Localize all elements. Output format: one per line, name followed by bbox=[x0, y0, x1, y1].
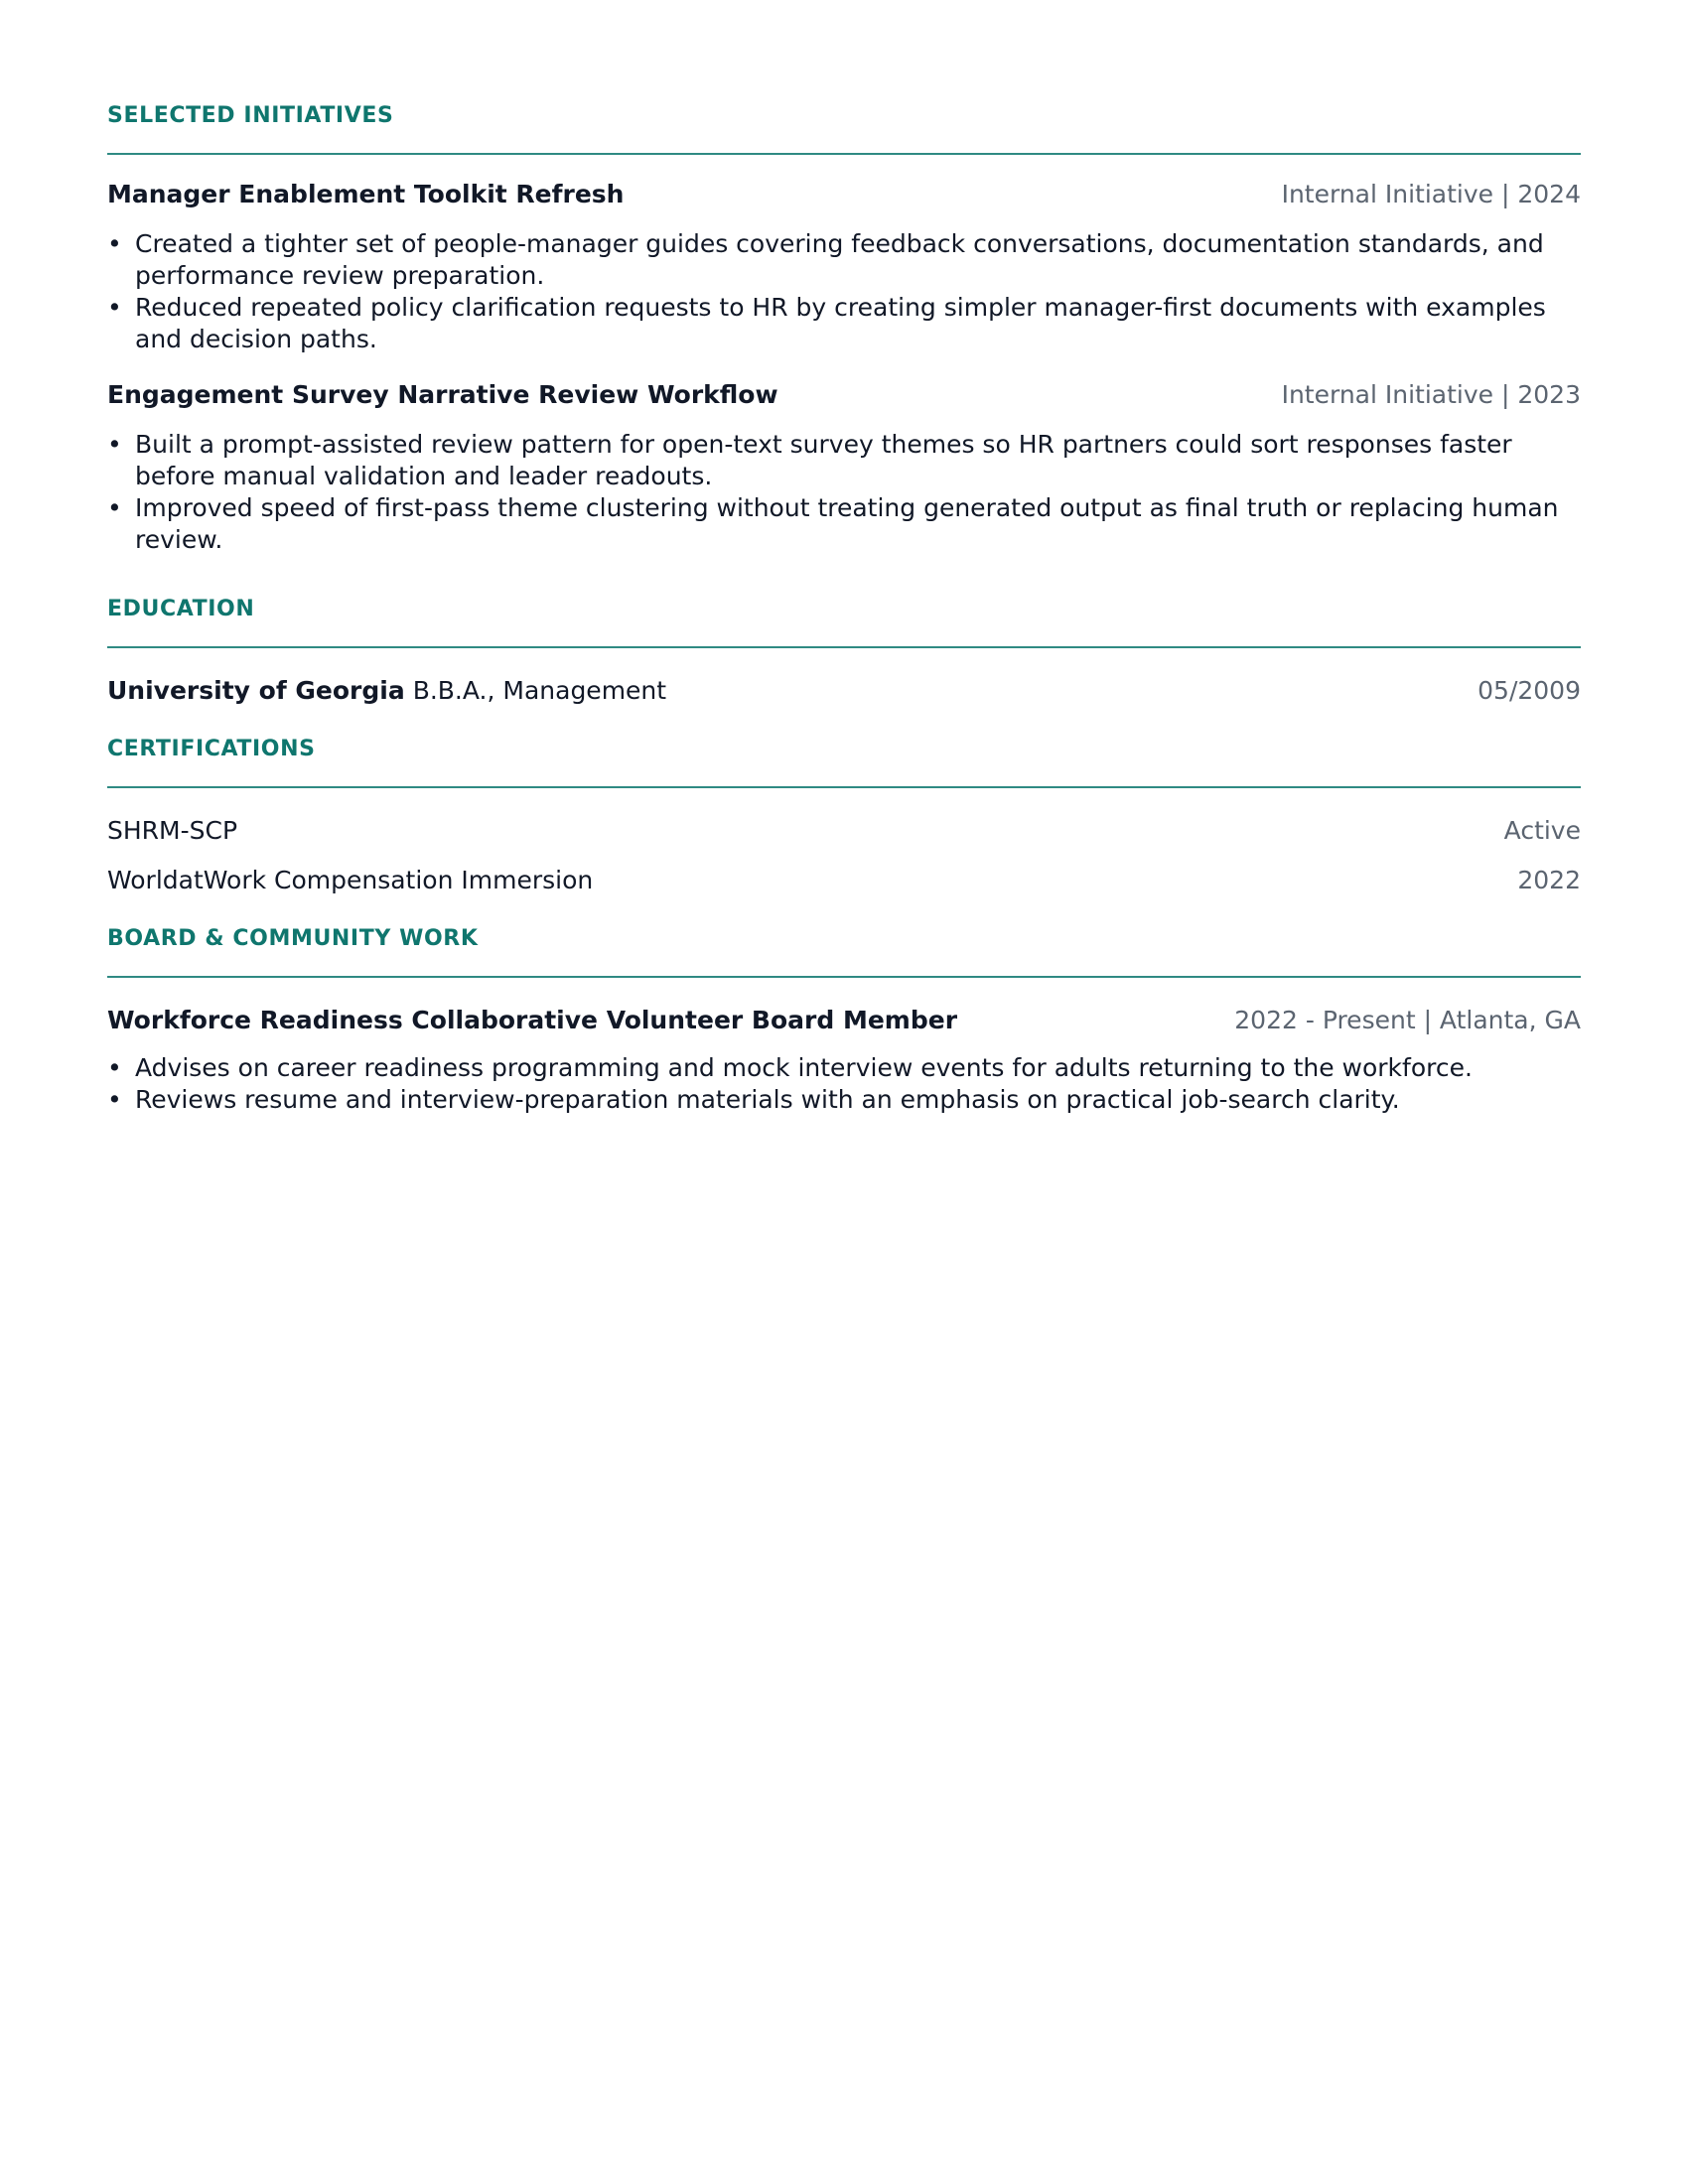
entry-meta: Internal Initiative | 2024 bbox=[1281, 180, 1581, 208]
entry-meta: 2022 - Present | Atlanta, GA bbox=[1234, 1006, 1581, 1034]
certification-status: 2022 bbox=[1517, 866, 1581, 894]
bullet-marker: • bbox=[107, 430, 122, 459]
bullet-item bbox=[107, 1052, 1581, 1084]
bullet-list bbox=[107, 228, 1581, 355]
degree: B.B.A., Management bbox=[412, 676, 667, 705]
bullet-item bbox=[107, 292, 1581, 355]
section-divider bbox=[107, 153, 1581, 155]
bullet-item bbox=[107, 492, 1581, 556]
bullet-list bbox=[107, 1052, 1581, 1116]
certification-name: SHRM-SCP bbox=[107, 816, 238, 845]
certification-name: WorldatWork Compensation Immersion bbox=[107, 866, 594, 894]
entry-header bbox=[107, 179, 1581, 210]
bullet-text: Reviews resume and interview-preparation materials with an emphasis on practical job-search clarity. bbox=[135, 1085, 1400, 1114]
initiative-entry bbox=[107, 179, 1581, 355]
bullet-item bbox=[107, 1084, 1581, 1116]
bullet-item bbox=[107, 228, 1581, 292]
bullet-marker: • bbox=[107, 293, 122, 322]
bullet-text: Improved speed of first-pass theme clustering without treating generated output as final truth or replacing human review. bbox=[135, 493, 1559, 554]
certification-status: Active bbox=[1503, 816, 1581, 845]
entry-header bbox=[107, 1005, 1581, 1036]
entry-title: Workforce Readiness Collaborative Volunteer Board Member bbox=[107, 1006, 958, 1034]
section-divider bbox=[107, 646, 1581, 648]
initiative-entry bbox=[107, 379, 1581, 556]
board-entry bbox=[107, 1005, 1581, 1116]
education-detail bbox=[107, 675, 666, 707]
section-education bbox=[107, 597, 1581, 707]
entry-title: Manager Enablement Toolkit Refresh bbox=[107, 180, 625, 208]
bullet-text: Built a prompt-assisted review pattern for open-text survey themes so HR partners could sort responses faster before manual validation and leader readouts. bbox=[135, 430, 1512, 490]
section-heading: EDUCATION bbox=[107, 597, 255, 621]
section-heading: BOARD & COMMUNITY WORK bbox=[107, 926, 479, 951]
section-divider bbox=[107, 976, 1581, 978]
bullet-list bbox=[107, 429, 1581, 556]
section-divider bbox=[107, 786, 1581, 788]
bullet-text: Advises on career readiness programming and mock interview events for adults returning to the workforce. bbox=[135, 1053, 1473, 1082]
bullet-marker: • bbox=[107, 229, 122, 258]
school-name: University of Georgia bbox=[107, 676, 405, 705]
education-entry bbox=[107, 675, 1581, 707]
section-initiatives bbox=[107, 0, 1581, 556]
section-heading: CERTIFICATIONS bbox=[107, 737, 316, 761]
entry-meta: Internal Initiative | 2023 bbox=[1281, 380, 1581, 409]
entry-title: Engagement Survey Narrative Review Workflow bbox=[107, 380, 778, 409]
education-date: 05/2009 bbox=[1477, 676, 1581, 705]
bullet-marker: • bbox=[107, 493, 122, 522]
entry-header bbox=[107, 379, 1581, 411]
bullet-text: Created a tighter set of people-manager guides covering feedback conversations, documentation standards, and performance review preparation. bbox=[135, 229, 1544, 290]
certification-row bbox=[107, 815, 1581, 847]
bullet-item bbox=[107, 429, 1581, 492]
bullet-text: Reduced repeated policy clarification requests to HR by creating simpler manager-first documents with examples and decision paths. bbox=[135, 293, 1546, 353]
section-heading: SELECTED INITIATIVES bbox=[107, 103, 394, 128]
bullet-marker: • bbox=[107, 1085, 122, 1114]
section-board bbox=[107, 926, 1581, 1116]
resume-page bbox=[107, 0, 1581, 1116]
certification-row bbox=[107, 865, 1581, 896]
section-certifications bbox=[107, 737, 1581, 896]
bullet-marker: • bbox=[107, 1053, 122, 1082]
